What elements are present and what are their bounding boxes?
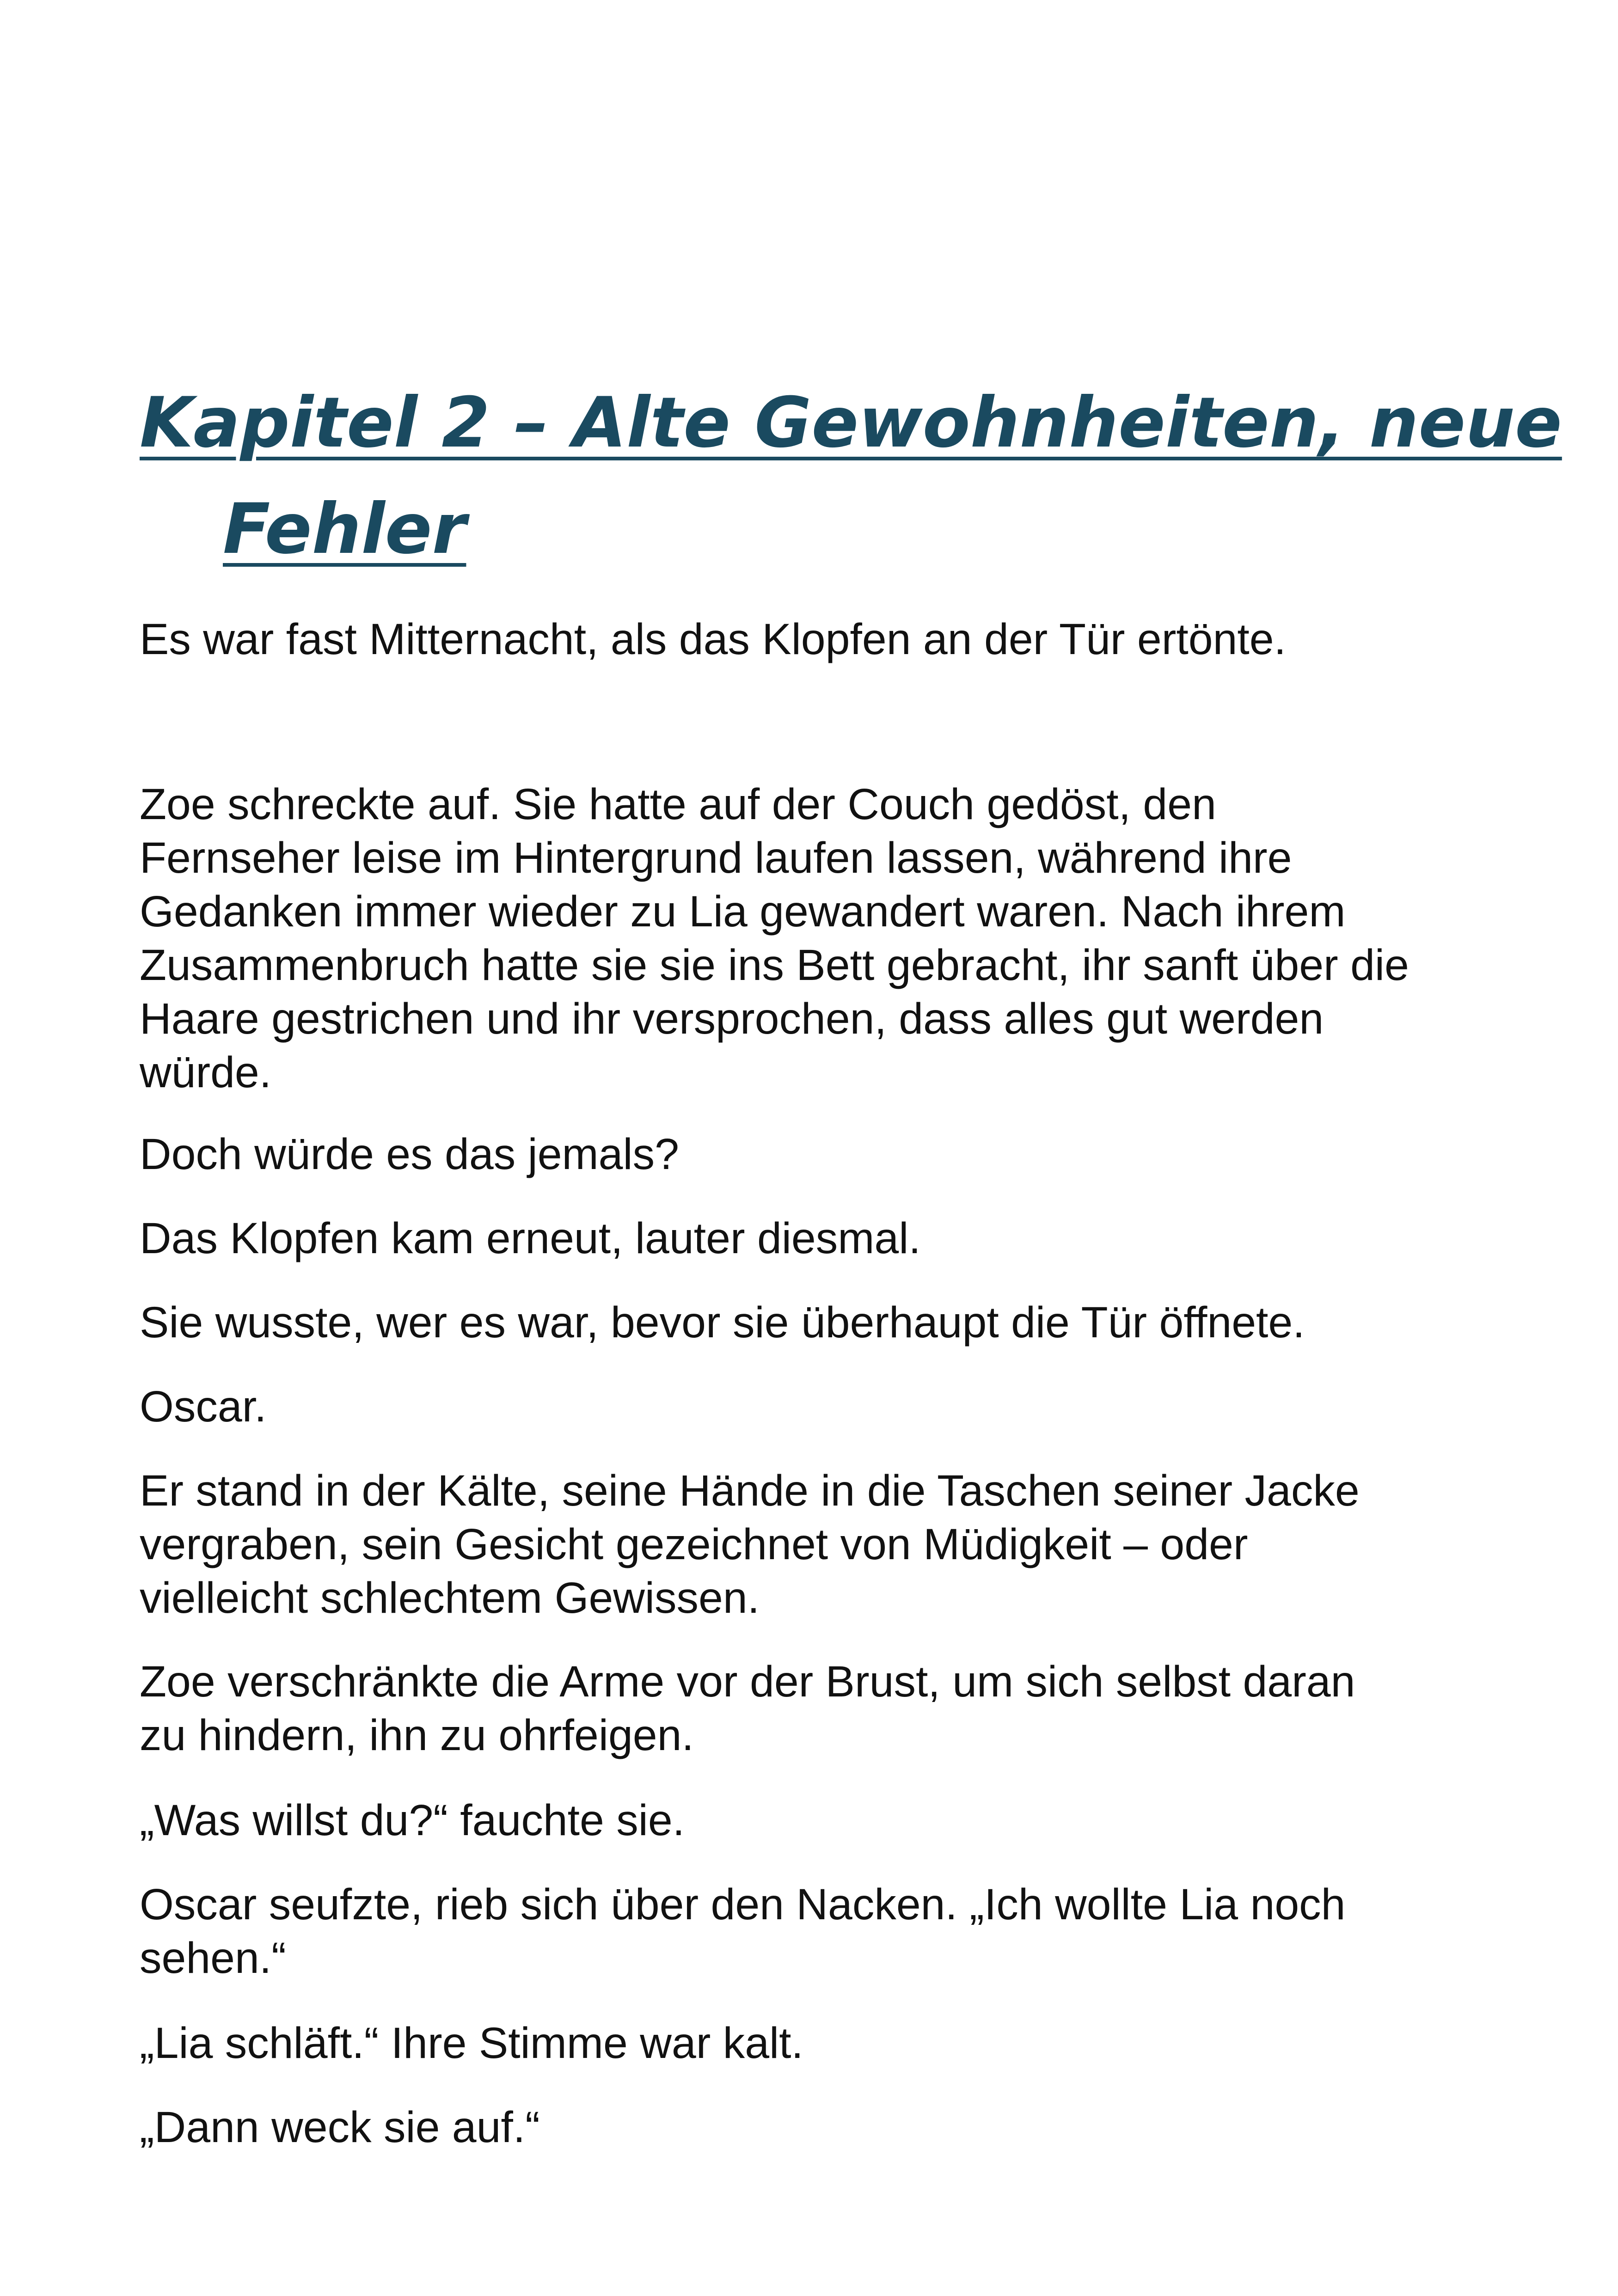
paragraph-2 [140,778,1503,1099]
text-line: Oscar seufzte, rieb sich über den Nacken. „Ich wollte Lia noch [140,1880,1346,1929]
chapter-title [140,370,1562,582]
text-line: „Was willst du?“ fauchte sie. [140,1796,685,1845]
paragraph-8 [140,1655,1503,1762]
text-line: sehen.“ [140,1934,286,1983]
text-line: Oscar. [140,1382,267,1431]
text-line: Sie wusste, wer es war, bevor sie überhaupt die Tür öffnete. [140,1298,1305,1347]
text-line: würde. [140,1048,272,1097]
chapter-title-line-1: Kapitel 2 – Alte Gewohnheiten, neue [140,383,1562,463]
text-line: Zoe schreckte auf. Sie hatte auf der Couch gedöst, den [140,780,1216,829]
text-line: Er stand in der Kälte, seine Hände in die Taschen seiner Jacke [140,1466,1360,1515]
text-line: Haare gestrichen und ihr versprochen, dass alles gut werden [140,994,1324,1043]
paragraph-7 [140,1464,1503,1625]
text-line: Das Klopfen kam erneut, lauter diesmal. [140,1214,921,1263]
text-line: zu hindern, ihn zu ohrfeigen. [140,1711,694,1760]
text-line: „Lia schläft.“ Ihre Stimme war kalt. [140,2019,803,2068]
paragraph-4 [140,1212,1503,1265]
paragraph-6 [140,1380,1503,1433]
text-line: Zusammenbruch hatte sie sie ins Bett gebracht, ihr sanft über die [140,941,1409,990]
paragraph-1 [140,612,1503,666]
paragraph-11 [140,2016,1503,2070]
text-line: Gedanken immer wieder zu Lia gewandert waren. Nach ihrem [140,887,1346,936]
text-line: Doch würde es das jemals? [140,1130,679,1179]
text-line: „Dann weck sie auf.“ [140,2103,540,2152]
paragraph-10 [140,1878,1503,1985]
text-line: Es war fast Mitternacht, als das Klopfen an der Tür ertönte. [140,615,1287,664]
text-line: Zoe verschränkte die Arme vor der Brust, um sich selbst daran [140,1657,1355,1706]
paragraph-12 [140,2100,1503,2154]
text-line: vielleicht schlechtem Gewissen. [140,1574,760,1623]
text-line: Fernseher leise im Hintergrund laufen lassen, während ihre [140,833,1292,882]
paragraph-3 [140,1127,1503,1181]
text-line: vergraben, sein Gesicht gezeichnet von Müdigkeit – oder [140,1520,1248,1569]
chapter-title-line-2: Fehler [223,489,466,569]
paragraph-5 [140,1296,1503,1349]
paragraph-9 [140,1794,1503,1847]
